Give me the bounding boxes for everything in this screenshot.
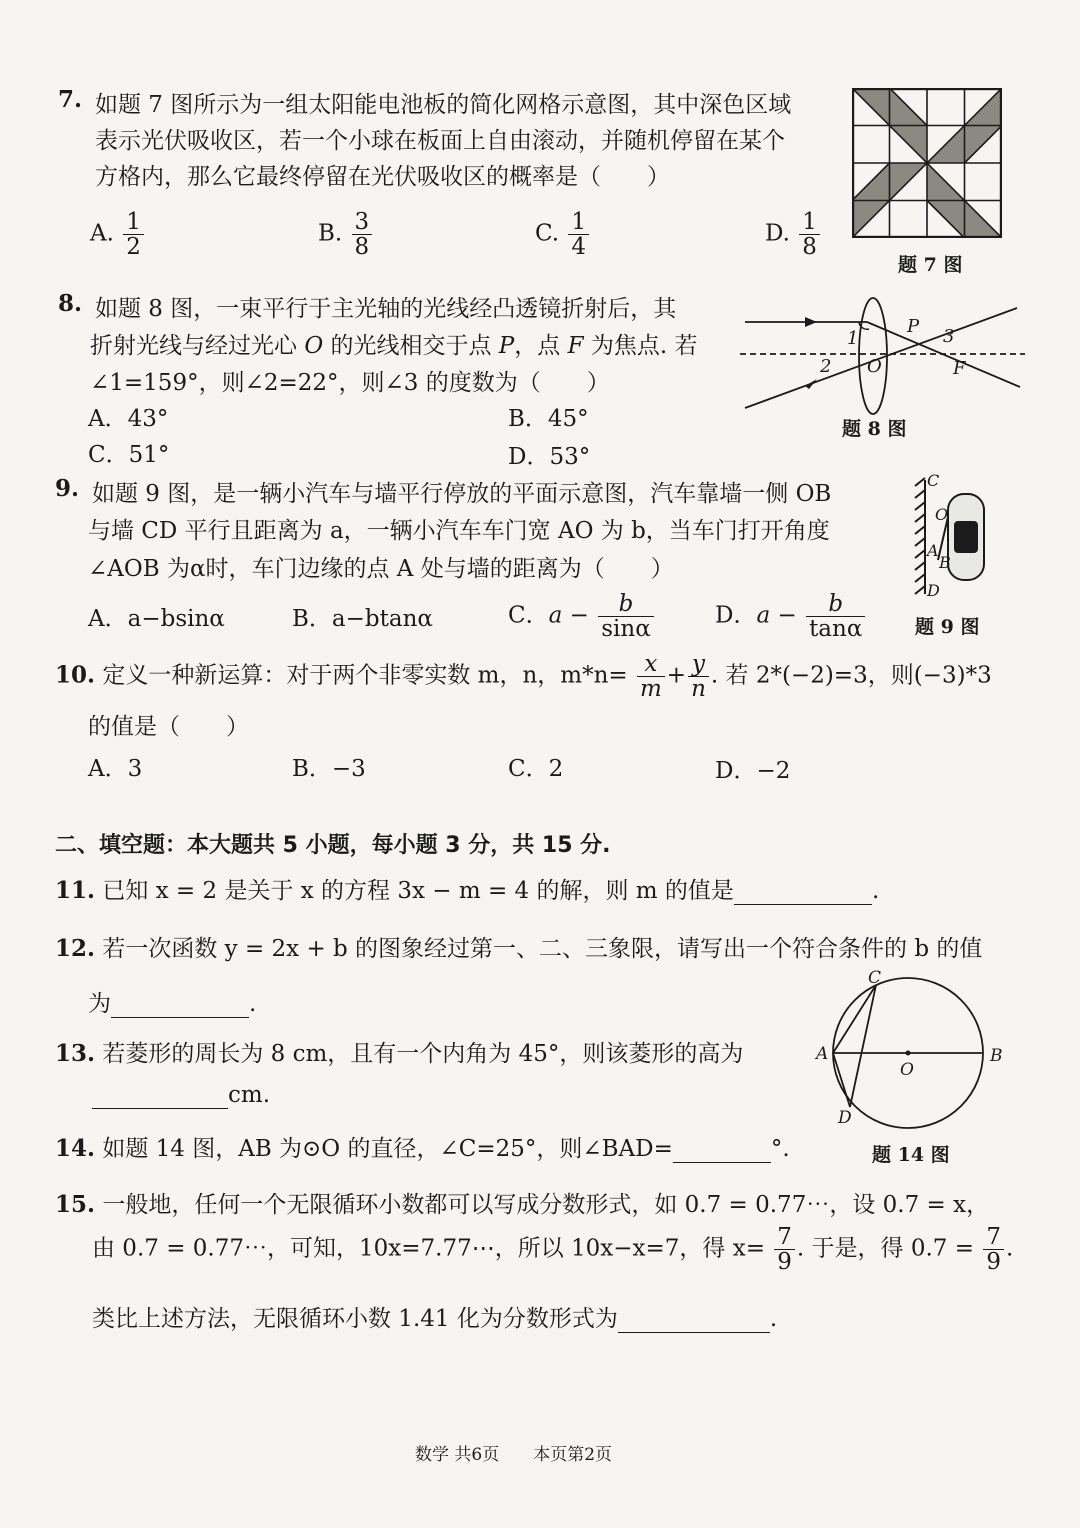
q7-number: 7.	[58, 86, 83, 113]
q9-number: 9.	[55, 475, 80, 502]
q13-number: 13.	[55, 1040, 96, 1067]
q10-option-c: C．2	[508, 756, 564, 782]
q9-line3: ∠AOB 为α时，车门边缘的点 A 处与墙的距离为（ ）	[88, 556, 674, 582]
q9-figure-caption: 题 9 图	[915, 616, 980, 638]
q14-circle-figure	[810, 965, 1010, 1130]
q12-line2: 为 .	[88, 991, 257, 1017]
q8-angle2-label: 2	[820, 356, 832, 377]
q8-option-d: D．53°	[508, 444, 591, 470]
q9-point-o-label: O	[935, 505, 949, 524]
q8-angle1-label: 1	[847, 328, 859, 349]
q9-point-d-label: D	[927, 581, 940, 600]
q14-point-c-label: C	[868, 968, 882, 988]
q10-option-d: D．−2	[715, 758, 791, 784]
q7-option-d-fraction: $\frac{1}{8}$	[799, 210, 820, 259]
q14-number: 14.	[55, 1135, 96, 1162]
q7-option-d: D. $\frac{1}{8}$	[765, 210, 822, 259]
q9-option-d-fraction: $\frac{b}{\tan\alpha}$	[806, 592, 865, 641]
q13-answer-blank[interactable]	[92, 1082, 228, 1109]
q7-line2: 表示光伏吸收区，若一个小球在板面上自由滚动，并随机停留在某个	[95, 128, 785, 154]
q14-figure-caption: 题 14 图	[872, 1144, 950, 1166]
q15-number: 15.	[55, 1191, 96, 1218]
q9-option-c: C．a − $\frac{b}{\sin\alpha}$	[508, 592, 656, 641]
q9-option-b: B．a−btanα	[292, 606, 433, 632]
q10-fraction-x-over-m: $\frac{x}{m}$	[637, 652, 665, 701]
q12-number: 12.	[55, 935, 96, 962]
q8-lens-figure	[735, 292, 1030, 417]
q8-figure-caption: 题 8 图	[842, 418, 907, 440]
q9-point-c-label: C	[927, 472, 940, 490]
q8-option-c: C．51°	[88, 442, 170, 468]
q9-option-a: A．a−bsinα	[88, 606, 225, 632]
q10-line2: 的值是（ ）	[88, 714, 249, 740]
q7-solar-grid-figure	[852, 88, 1002, 238]
q11-answer-blank[interactable]	[734, 878, 872, 905]
q9-line2: 与墙 CD 平行且距离为 a，一辆小汽车车门宽 AO 为 b，当车门打开角度	[88, 518, 830, 544]
q7-line3: 方格内，那么它最终停留在光伏吸收区的概率是（ ）	[95, 164, 670, 190]
q12-answer-blank[interactable]	[111, 991, 249, 1018]
q15-fraction-seven-ninths-a: $\frac{7}{9}$	[774, 1225, 795, 1274]
q15-line3: 类比上述方法，无限循环小数 1.41 化为分数形式为 .	[92, 1306, 778, 1332]
q9-line1: 如题 9 图，是一辆小汽车与墙平行停放的平面示意图，汽车靠墙一侧 OB	[92, 481, 832, 507]
q10-number: 10.	[55, 661, 96, 689]
section-2-heading: 二、填空题：本大题共 5 小题，每小题 3 分，共 15 分.	[55, 833, 611, 858]
page-footer: 数学 共6页 本页第2页	[415, 1445, 613, 1465]
q8-line3: ∠1=159°，则∠2=22°，则∠3 的度数为（ ）	[90, 370, 610, 396]
q8-option-a: A．43°	[88, 406, 169, 432]
q10-line1: 10. 定义一种新运算：对于两个非零实数 m，n，m*n= $\frac{x}{m}$ + $\frac{y}{n}$ . 若 2*(−2)=3，则(−3)*3	[55, 651, 992, 703]
q7-option-b: B. $\frac{3}{8}$	[318, 210, 374, 259]
q8-line1: 如题 8 图，一束平行于主光轴的光线经凸透镜折射后，其	[95, 296, 677, 322]
q15-answer-blank[interactable]	[618, 1306, 770, 1333]
q7-option-c-fraction: $\frac{1}{4}$	[568, 210, 589, 259]
q14-point-o-label: O	[900, 1060, 914, 1080]
q14-point-a-label: A	[816, 1044, 829, 1064]
q9-option-d: D．a − $\frac{b}{\tan\alpha}$	[715, 592, 867, 641]
q12-line1: 12. 若一次函数 y = 2x + b 的图象经过第一、二、三象限，请写出一个符合条件的 b 的值	[55, 935, 983, 962]
q9-point-a-label: A	[927, 541, 939, 560]
q11: 11. 已知 x = 2 是关于 x 的方程 3x − m = 4 的解，则 m 的值是 .	[55, 877, 880, 904]
q7-option-a-fraction: $\frac{1}{2}$	[123, 210, 144, 259]
q14-point-b-label: B	[990, 1046, 1003, 1066]
q8-line2: 折射光线与经过光心 O 的光线相交于点 P，点 F 为焦点. 若	[90, 333, 698, 359]
q8-option-b: B．45°	[508, 406, 589, 432]
q8-angle3-label: 3	[943, 326, 955, 347]
q8-point-f-label: F	[953, 358, 966, 379]
q11-number: 11.	[55, 877, 96, 904]
q7-line1: 如题 7 图所示为一组太阳能电池板的简化网格示意图，其中深色区域	[95, 92, 792, 118]
q13-line2: cm.	[92, 1082, 270, 1109]
q14-point-d-label: D	[838, 1108, 852, 1128]
q7-option-a: A. $\frac{1}{2}$	[90, 210, 146, 259]
q8-point-p-label: P	[907, 316, 920, 337]
q14: 14. 如题 14 图，AB 为⊙O 的直径，∠C=25°，则∠BAD= °.	[55, 1135, 790, 1162]
q15-line2: 由 0.7 = 0.77⋯，可知，10x=7.77⋯，所以 10x−x=7，得 x= $\frac{7}{9}$ . 于是，得 0.7 = $\frac{7}{9}$ .	[92, 1224, 1014, 1276]
q9-car-figure	[905, 472, 990, 602]
q10-option-b: B．−3	[292, 756, 366, 782]
q14-answer-blank[interactable]	[673, 1136, 771, 1163]
q7-option-b-fraction: $\frac{3}{8}$	[352, 210, 373, 259]
q8-number: 8.	[58, 290, 83, 317]
q10-option-a: A．3	[88, 756, 143, 782]
q9-point-b-label: B	[939, 553, 951, 572]
q13-line1: 13. 若菱形的周长为 8 cm，且有一个内角为 45°，则该菱形的高为	[55, 1040, 744, 1067]
q7-option-c: C. $\frac{1}{4}$	[535, 210, 591, 259]
q7-figure-caption: 题 7 图	[898, 254, 963, 276]
q15-fraction-seven-ninths-b: $\frac{7}{9}$	[983, 1225, 1004, 1274]
q8-point-o-label: O	[867, 356, 882, 377]
q15-line1: 15. 一般地，任何一个无限循环小数都可以写成分数形式，如 0.7 = 0.77⋯，设 0.7 = x，	[55, 1191, 990, 1218]
q10-fraction-y-over-n: $\frac{y}{n}$	[688, 652, 709, 701]
q9-option-c-fraction: $\frac{b}{\sin\alpha}$	[598, 592, 654, 641]
